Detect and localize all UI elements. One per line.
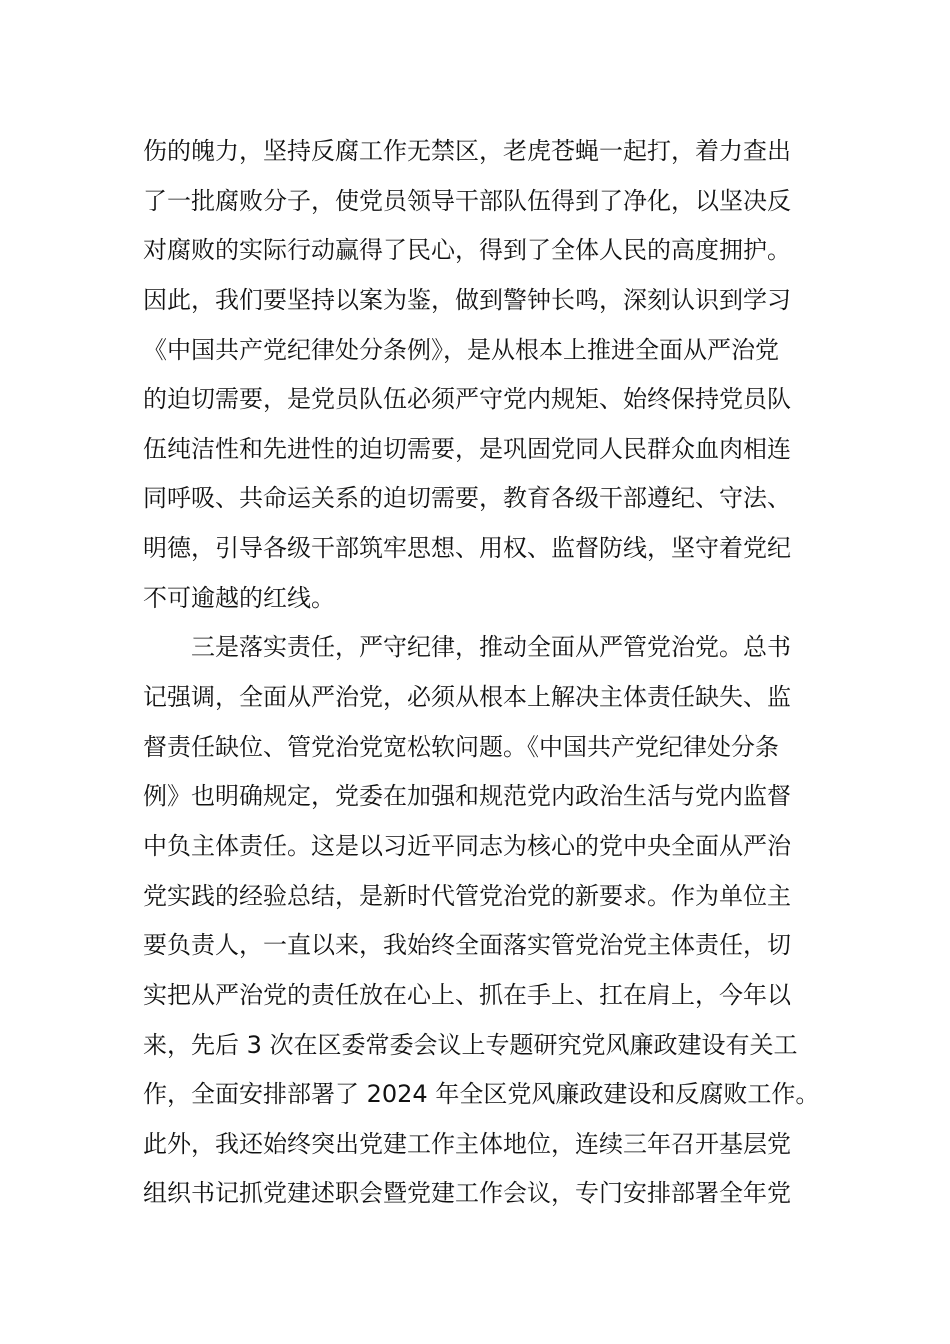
text-line-19: 来，先后 3 次在区委常委会议上专题研究党风廉政建设有关工 xyxy=(143,1030,798,1059)
paragraph-start-line: 三是落实责任，严守纪律，推动全面从严管党治党。总书 xyxy=(191,633,791,662)
text-line-22: 组织书记抓党建述职会暨党建工作会议，专门安排部署全年党 xyxy=(143,1179,791,1208)
text-line-12: 记强调，全面从严治党，必须从根本上解决主体责任缺失、监 xyxy=(143,683,791,712)
text-line-13: 督责任缺位、管党治党宽松软问题。《中国共产党纪律处分条 xyxy=(143,732,779,761)
text-line-18: 实把从严治党的责任放在心上、抓在手上、扛在肩上，今年以 xyxy=(143,980,791,1009)
text-line-3: 对腐败的实际行动赢得了民心，得到了全体人民的高度拥护。 xyxy=(143,236,791,265)
text-line-14: 例》也明确规定，党委在加强和规范党内政治生活与党内监督 xyxy=(143,782,791,811)
text-line-9: 明德，引导各级干部筑牢思想、用权、监督防线，坚守着党纪 xyxy=(143,534,791,563)
text-line-21: 此外，我还始终突出党建工作主体地位，连续三年召开基层党 xyxy=(143,1129,791,1158)
text-line-1: 伤的魄力，坚持反腐工作无禁区，老虎苍蝇一起打，着力查出 xyxy=(143,137,791,165)
text-line-15: 中负主体责任。这是以习近平同志为核心的党中央全面从严治 xyxy=(143,831,791,860)
text-line-2: 了一批腐败分子，使党员领导干部队伍得到了净化，以坚决反 xyxy=(143,186,791,215)
text-line-17: 要负责人，一直以来，我始终全面落实管党治党主体责任，切 xyxy=(143,931,791,960)
text-line-4: 因此，我们要坚持以案为鉴，做到警钟长鸣，深刻认识到学习 xyxy=(143,285,791,314)
text-line-7: 伍纯洁性和先进性的迫切需要，是巩固党同人民群众血肉相连 xyxy=(143,434,791,463)
text-line-6: 的迫切需要，是党员队伍必须严守党内规矩、始终保持党员队 xyxy=(143,385,791,414)
text-line-20: 作，全面安排部署了 2024 年全区党风廉政建设和反腐败工作。 xyxy=(143,1080,820,1109)
text-line-8: 同呼吸、共命运关系的迫切需要，教育各级干部遵纪、守法、 xyxy=(143,484,791,513)
body-text xyxy=(143,127,823,1219)
text-line-16: 党实践的经验总结，是新时代管党治党的新要求。作为单位主 xyxy=(143,881,791,910)
text-line-5: 《中国共产党纪律处分条例》，是从根本上推进全面从严治党 xyxy=(143,335,779,364)
text-line-10: 不可逾越的红线。 xyxy=(143,583,335,612)
